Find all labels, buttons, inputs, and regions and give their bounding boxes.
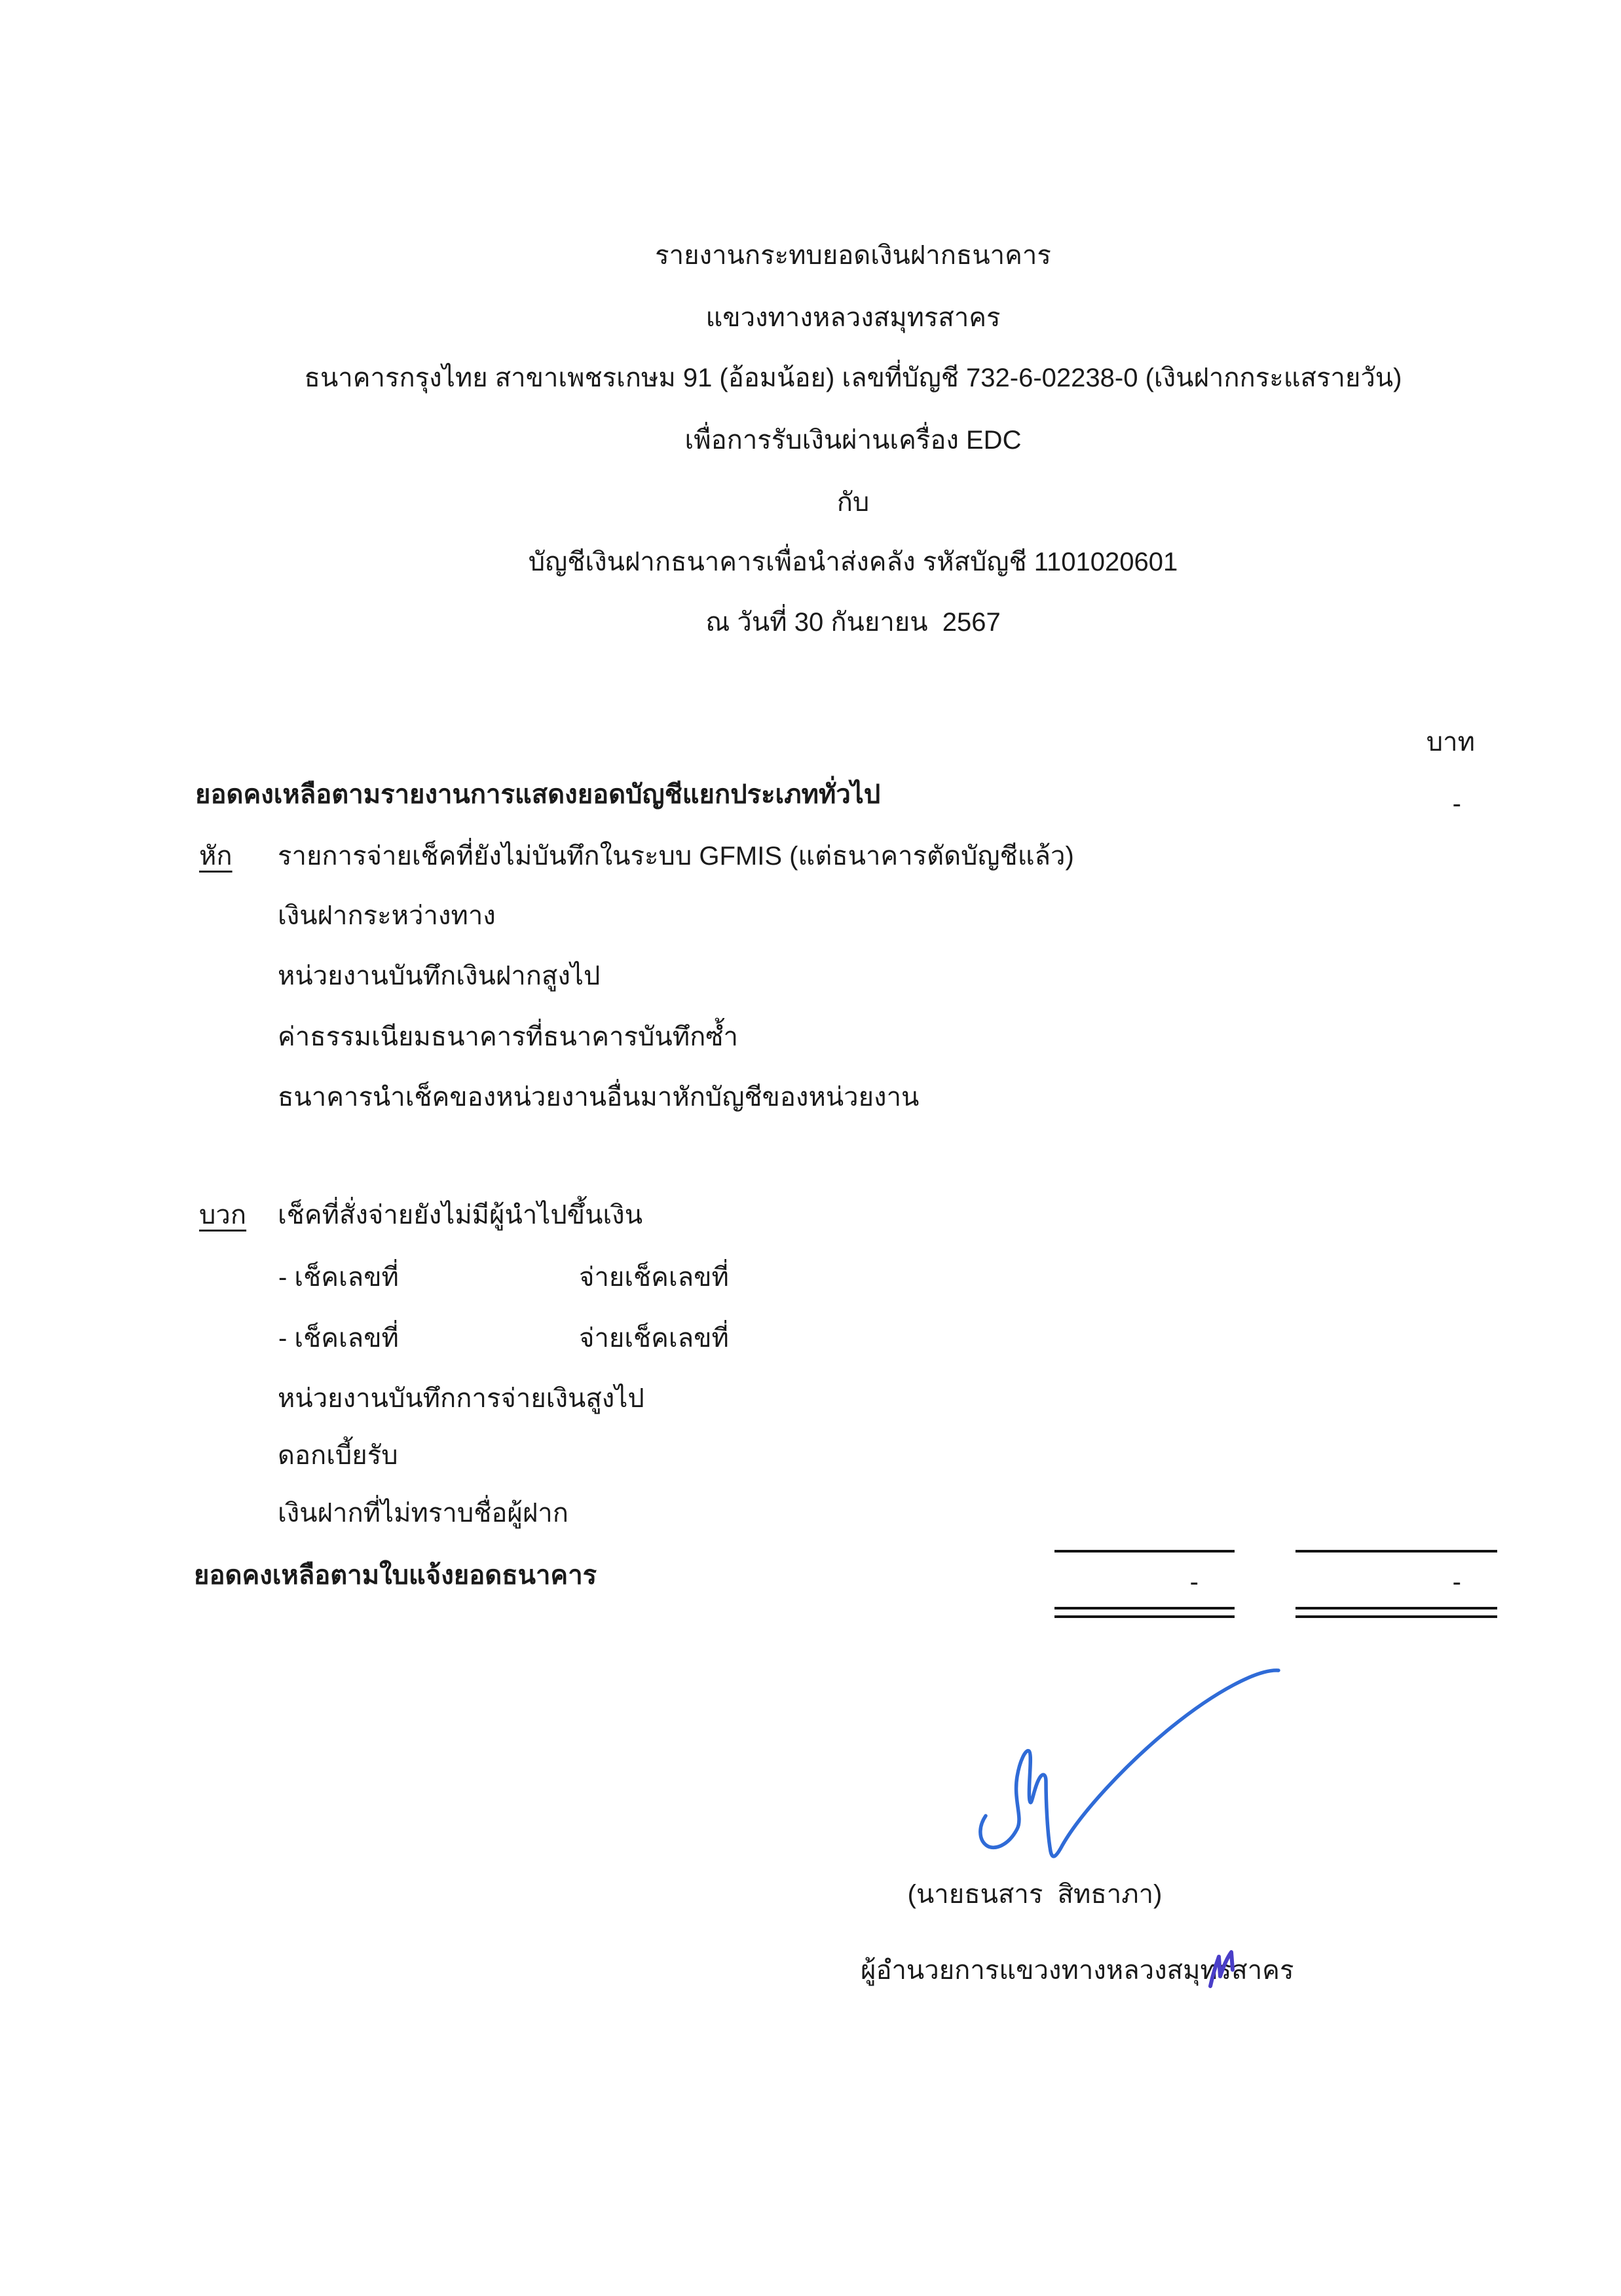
signer-title: ผู้อำนวยการแขวงทางหลวงสมุทรสาคร — [861, 1956, 1294, 1985]
organization-name: แขวงทางหลวงสมุทรสาคร — [705, 303, 1001, 332]
as-of-date-line: ณ วันที่ 30 กันยายน 2567 — [705, 608, 1001, 637]
with-label: กับ — [836, 488, 870, 517]
report-title: รายงานกระทบยอดเงินฝากธนาคาร — [655, 241, 1051, 270]
deduct-item-over-recorded-deposit: หน่วยงานบันทึกเงินฝากสูงไป — [278, 962, 601, 990]
gl-balance-label: ยอดคงเหลือตามรายงานการแสดงยอดบัญชีแยกประเภททั่วไป — [195, 780, 881, 809]
initial-mark-icon — [1207, 1949, 1243, 1990]
total-double-rule-col1 — [1054, 1607, 1235, 1618]
paid-cheque-number-label-2: จ่ายเช็คเลขที่ — [579, 1324, 729, 1353]
treasury-account-line: บัญชีเงินฝากธนาคารเพื่อนำส่งคลัง รหัสบัญชี 1101020601 — [528, 548, 1178, 576]
total-double-rule-col2 — [1295, 1607, 1497, 1618]
cheque-number-label-2: - เช็คเลขที่ — [278, 1324, 399, 1353]
deduct-item-deposit-in-transit: เงินฝากระหว่างทาง — [278, 901, 496, 930]
add-section-label: บวก — [199, 1201, 247, 1230]
deduct-item-other-unit-cheque: ธนาคารนำเช็คของหน่วยงานอื่นมาหักบัญชีของหน่วยงาน — [278, 1083, 920, 1112]
signer-name: (นายธนสาร สิทธาภา) — [907, 1880, 1163, 1909]
deduct-item-duplicate-bank-fee: ค่าธรรมเนียมธนาคารที่ธนาคารบันทึกซ้ำ — [278, 1023, 738, 1051]
deduct-section-label: หัก — [199, 842, 233, 871]
bank-balance-value-col1: - — [1189, 1568, 1199, 1596]
total-top-rule-col2 — [1295, 1550, 1497, 1553]
bank-account-line: ธนาคารกรุงไทย สาขาเพชรเกษม 91 (อ้อมน้อย) เลขที่บัญชี 732-6-02238-0 (เงินฝากกระแสรายวัน) — [304, 364, 1402, 392]
add-item-outstanding-cheques: เช็คที่สั่งจ่ายยังไม่มีผู้นำไปขึ้นเงิน — [278, 1201, 643, 1230]
bank-balance-value-col2: - — [1452, 1568, 1461, 1596]
cheque-number-label-1: - เช็คเลขที่ — [278, 1263, 399, 1292]
signature-icon — [950, 1651, 1316, 1873]
add-item-over-recorded-payment: หน่วยงานบันทึกการจ่ายเงินสูงไป — [278, 1384, 644, 1413]
add-item-unknown-depositor: เงินฝากที่ไม่ทราบชื่อผู้ฝาก — [278, 1499, 568, 1528]
bank-balance-label: ยอดคงเหลือตามใบแจ้งยอดธนาคาร — [194, 1561, 597, 1590]
paid-cheque-number-label-1: จ่ายเช็คเลขที่ — [579, 1263, 729, 1292]
purpose-line: เพื่อการรับเงินผ่านเครื่อง EDC — [684, 426, 1022, 455]
total-top-rule-col1 — [1054, 1550, 1235, 1553]
gl-balance-value: - — [1452, 789, 1461, 818]
currency-unit-label: บาท — [1426, 728, 1475, 757]
add-item-interest-received: ดอกเบี้ยรับ — [278, 1441, 398, 1470]
deduct-item-gfmis: รายการจ่ายเช็คที่ยังไม่บันทึกในระบบ GFMIS (แต่ธนาคารตัดบัญชีแล้ว) — [278, 842, 1074, 871]
